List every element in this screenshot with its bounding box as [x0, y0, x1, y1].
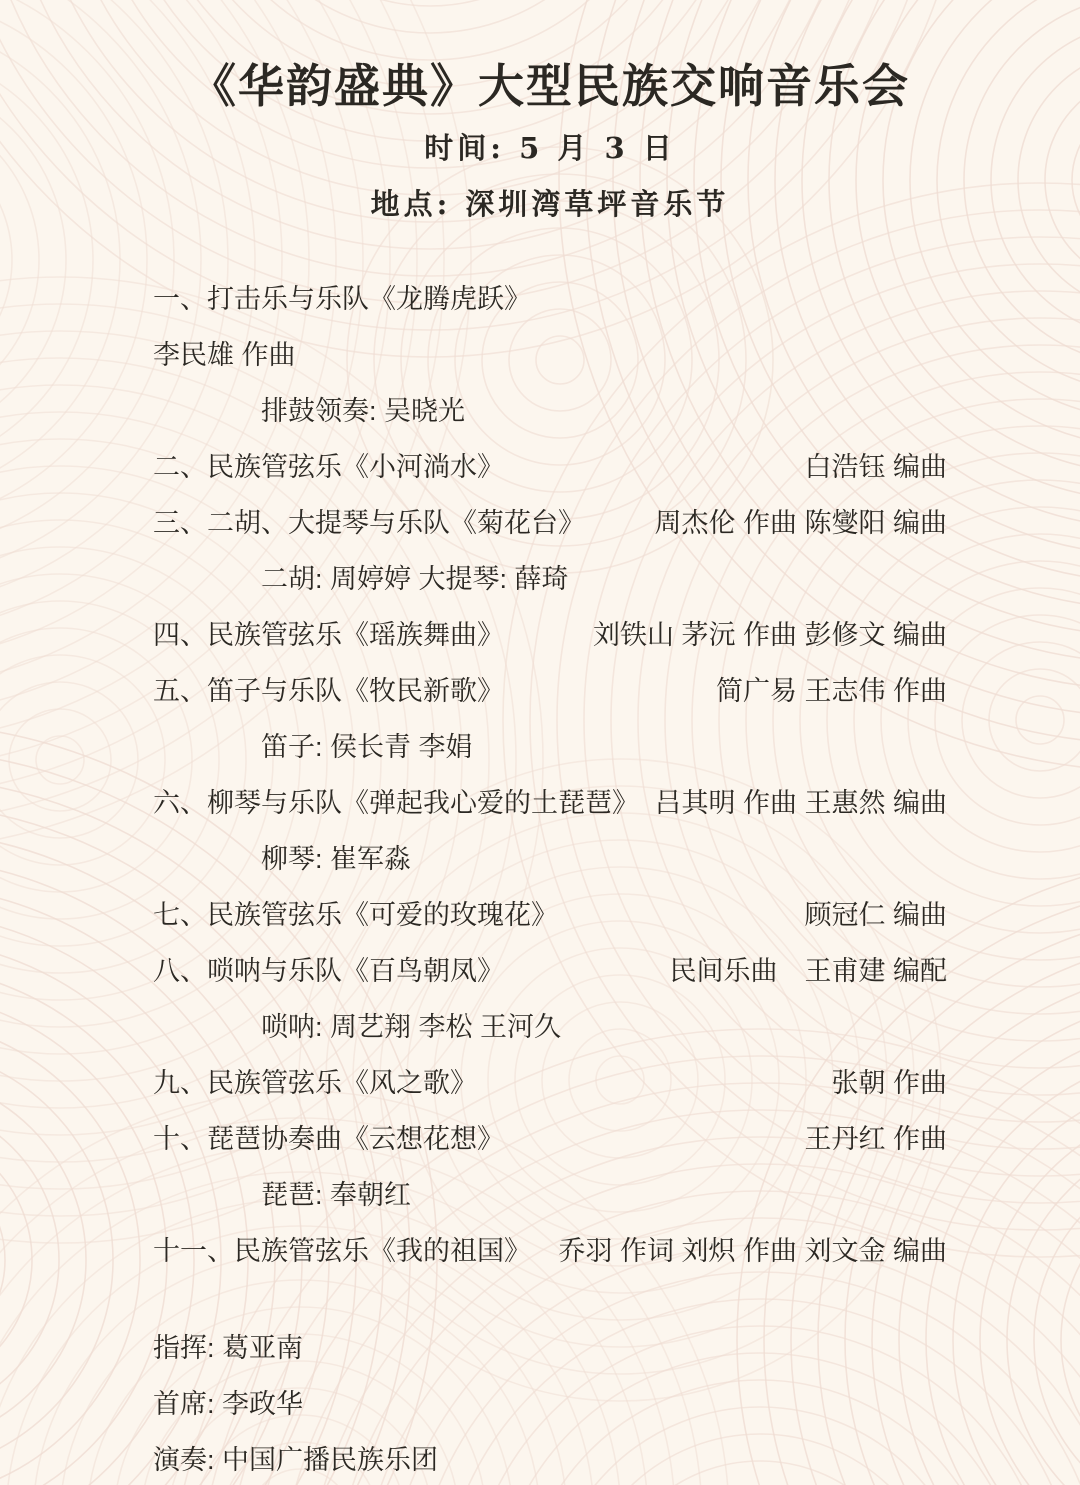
program-item — [153, 1053, 947, 1109]
program-item — [153, 941, 947, 997]
program-item-title: 一、打击乐与乐队《龙腾虎跃》 — [153, 284, 531, 315]
header-meta — [153, 119, 947, 231]
program-item-title: 八、唢呐与乐队《百鸟朝凤》 — [153, 956, 504, 987]
program-item — [153, 773, 947, 829]
program-item-title: 二胡: 周婷婷 大提琴: 薛琦 — [261, 564, 569, 595]
program-item — [153, 605, 947, 661]
concert-venue: 地点: 深圳湾草坪音乐节 — [370, 187, 730, 222]
program-item-title: 唢呐: 周艺翔 李松 王河久 — [261, 1012, 562, 1043]
program-performer-line — [153, 829, 947, 885]
program-performer-line — [153, 1165, 947, 1221]
program-item-title: 排鼓领奏: 吴晓光 — [261, 396, 466, 427]
program-item — [153, 1109, 947, 1165]
program-item-title: 柳琴: 崔军淼 — [261, 844, 412, 875]
program-item — [153, 325, 947, 381]
program-performer-line — [153, 717, 947, 773]
program-item-title: 四、民族管弦乐《瑶族舞曲》 — [153, 620, 504, 651]
program-item-title: 十一、民族管弦乐《我的祖国》 — [153, 1236, 531, 1267]
program-item-credit: 乔羽 作词 刘炽 作曲 刘文金 编曲 — [558, 1236, 947, 1267]
program-performer-line — [153, 381, 947, 437]
credits-list — [153, 1318, 947, 1485]
program-item-credit: 简广易 王志伟 作曲 — [715, 676, 947, 707]
program-item-credit: 王丹红 作曲 — [804, 1124, 947, 1155]
program-item-title: 六、柳琴与乐队《弹起我心爱的土琵琶》 — [153, 788, 639, 819]
program-item — [153, 661, 947, 717]
program-item-title: 九、民族管弦乐《风之歌》 — [153, 1068, 477, 1099]
program-item-title: 二、民族管弦乐《小河淌水》 — [153, 452, 504, 483]
program-item-title: 三、二胡、大提琴与乐队《菊花台》 — [153, 508, 585, 539]
program-item-title: 李民雄 作曲 — [153, 340, 296, 371]
concert-time: 时间: 5 月 3 日 — [424, 131, 676, 166]
program-item-title: 琵琶: 奉朝红 — [261, 1180, 412, 1211]
program-performer-line — [153, 549, 947, 605]
program-item-title: 十、琵琶协奏曲《云想花想》 — [153, 1124, 504, 1155]
program-item-credit: 顾冠仁 编曲 — [804, 900, 947, 931]
program-item-credit: 白浩钰 编曲 — [804, 452, 947, 483]
program-item-credit: 吕其明 作曲 王惠然 编曲 — [654, 788, 947, 819]
program-item — [153, 885, 947, 941]
program-item-title: 笛子: 侯长青 李娟 — [261, 732, 473, 763]
program-item-title: 七、民族管弦乐《可爱的玫瑰花》 — [153, 900, 558, 931]
program-item-credit: 民间乐曲 王甫建 编配 — [669, 956, 947, 987]
header — [153, 60, 947, 231]
credit-line: 演奏: 中国广播民族乐团 — [153, 1445, 439, 1476]
credit-line: 首席: 李政华 — [153, 1389, 304, 1420]
program-item — [153, 269, 947, 325]
program-item — [153, 1221, 947, 1277]
page-title: 《华韵盛典》大型民族交响音乐会 — [190, 59, 910, 113]
program-item — [153, 437, 947, 493]
program-item-credit: 张朝 作曲 — [831, 1068, 947, 1099]
credit-line: 指挥: 葛亚南 — [153, 1333, 304, 1364]
program-item-credit: 周杰伦 作曲 陈燮阳 编曲 — [654, 508, 947, 539]
program-item-title: 五、笛子与乐队《牧民新歌》 — [153, 676, 504, 707]
program-item — [153, 493, 947, 549]
program-item-credit: 刘铁山 茅沅 作曲 彭修文 编曲 — [592, 620, 947, 651]
program-performer-line — [153, 997, 947, 1053]
program-list — [153, 269, 947, 1277]
